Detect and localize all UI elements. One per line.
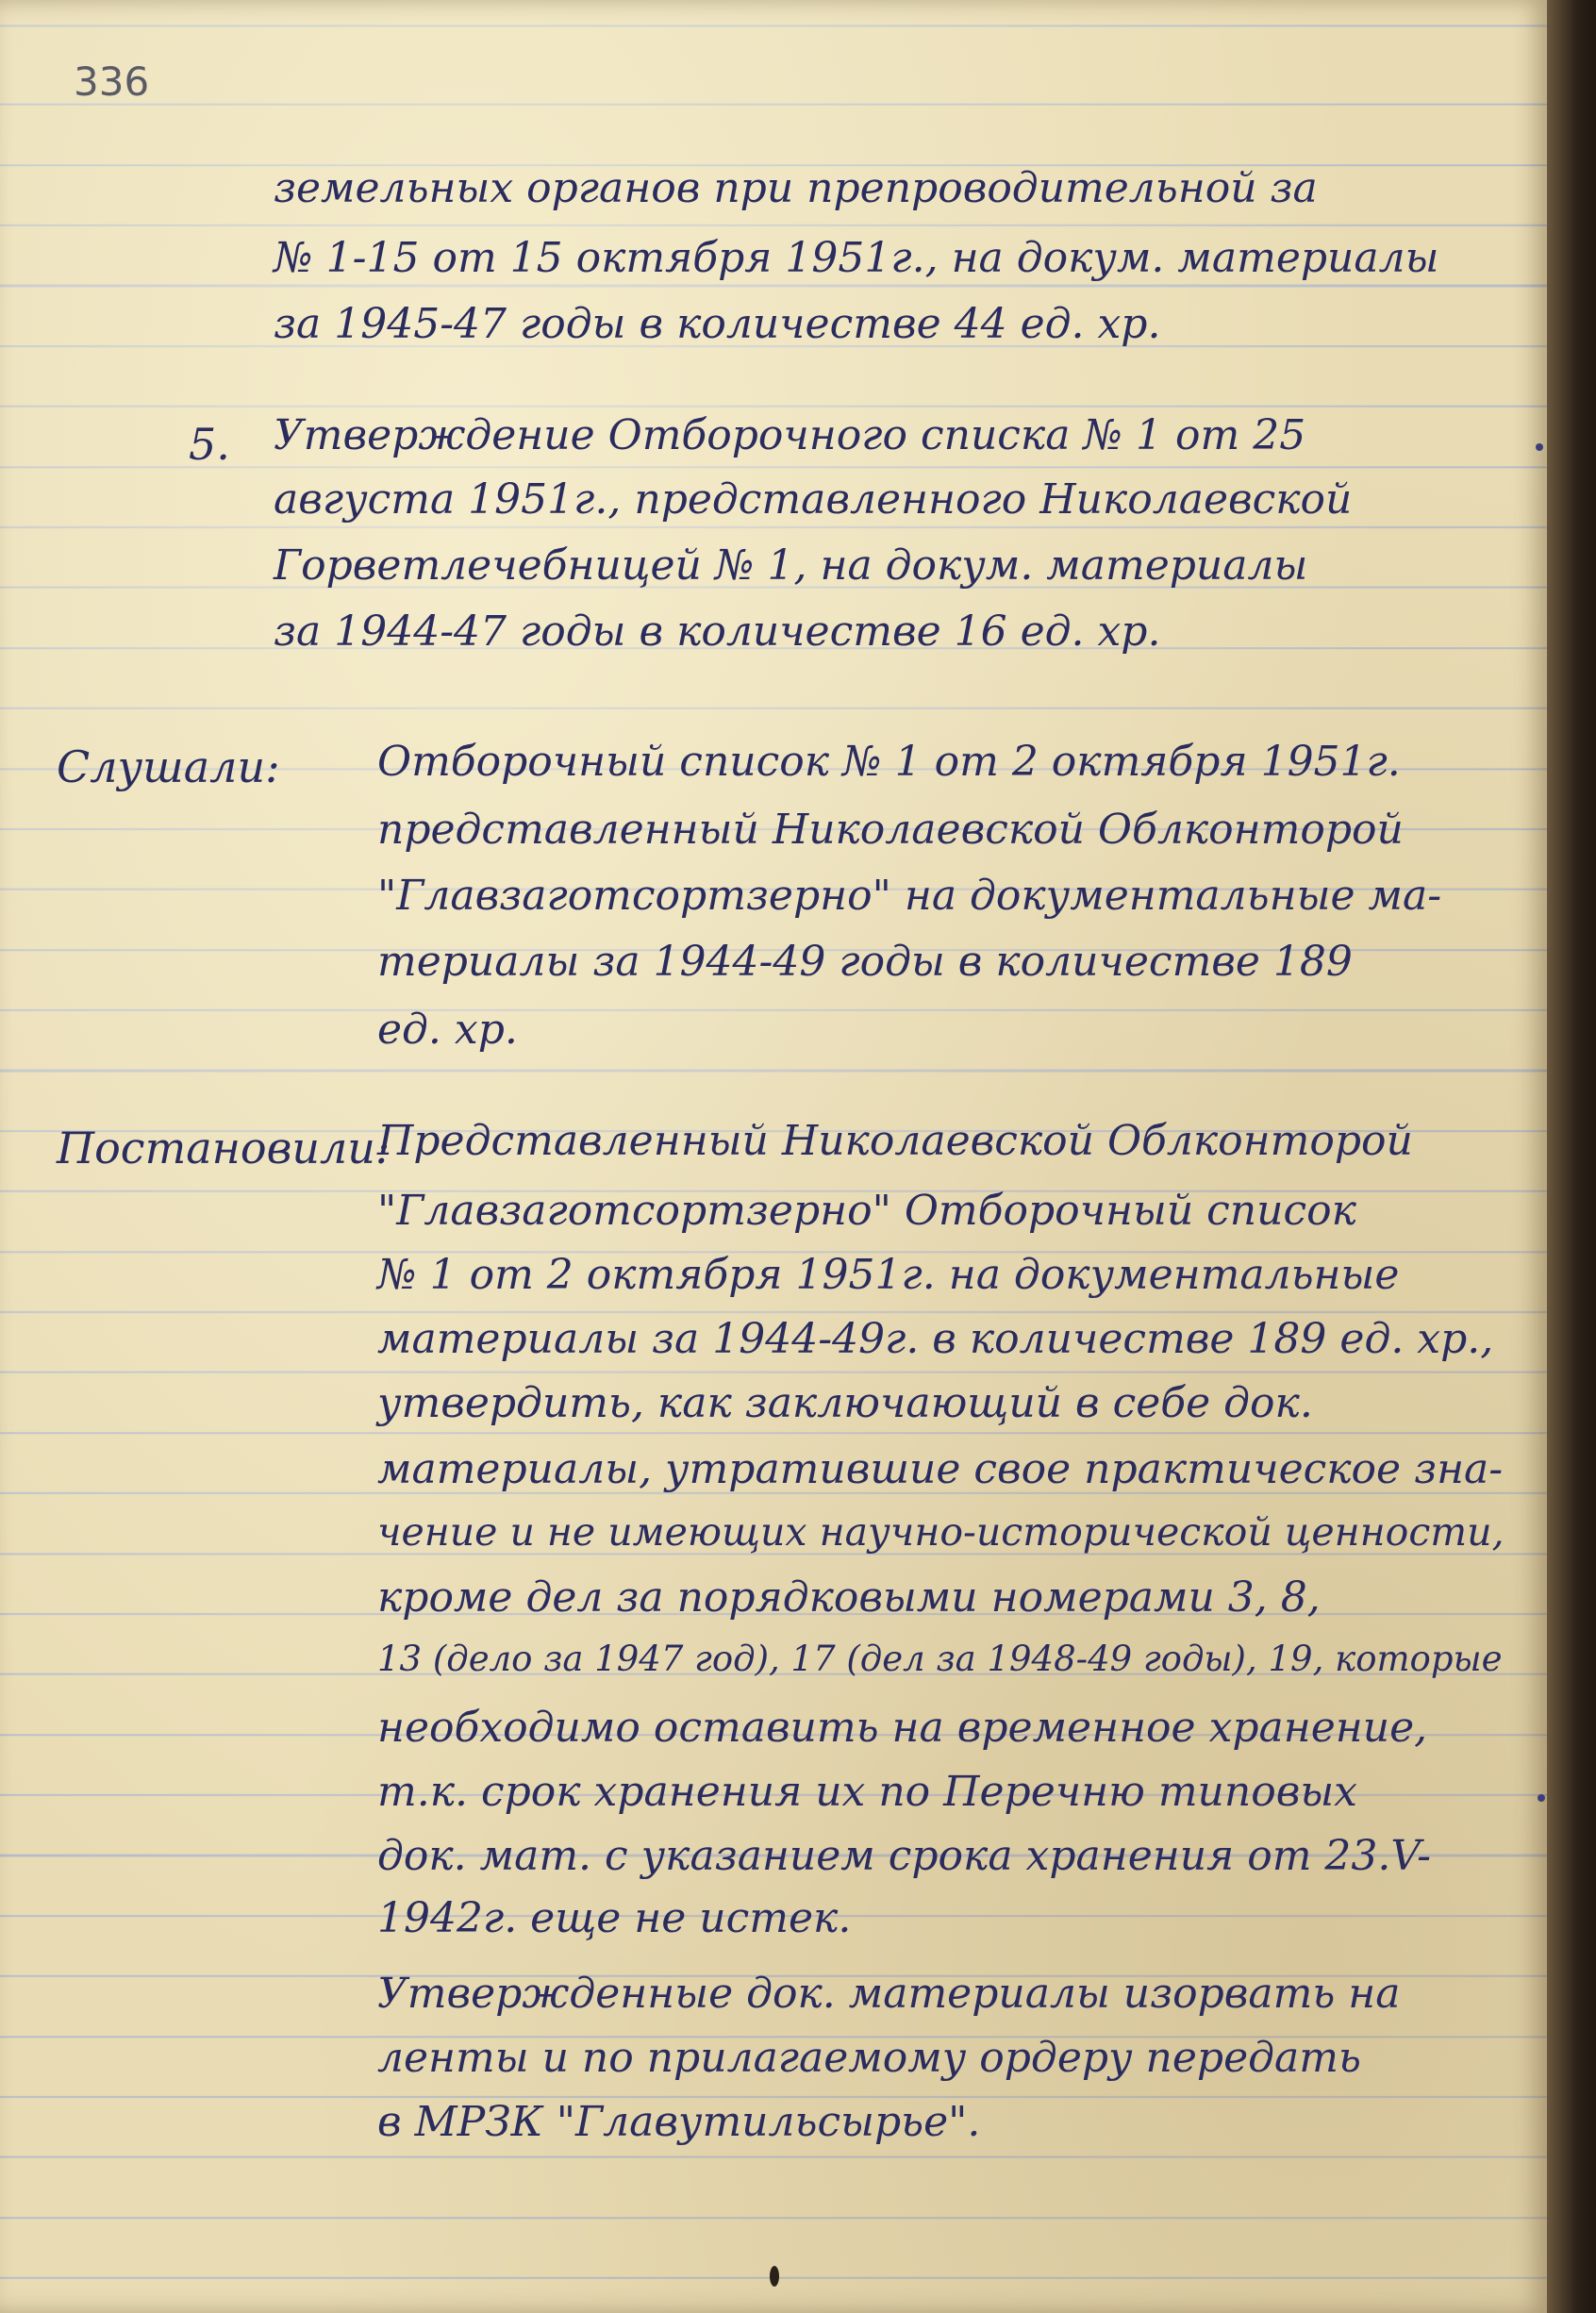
text-line: за 1944-47 годы в количестве 16 ед. хр.	[274, 607, 1161, 656]
text-line: териалы за 1944-49 годы в количестве 189	[377, 938, 1353, 986]
notebook-spine	[1547, 0, 1596, 2313]
resolved-label: Постановили:	[57, 1123, 391, 1173]
text-line: 1942г. еще не истек.	[377, 1894, 852, 1942]
text-line: т.к. срок хранения их по Перечню типовых	[377, 1768, 1357, 1816]
text-line: № 1-15 от 15 октября 1951г., на докум. материалы	[274, 234, 1439, 282]
text-line: Горветлечебницей № 1, на докум. материалы	[274, 541, 1308, 590]
text-line: Отборочный список № 1 от 2 октября 1951г.	[377, 738, 1401, 786]
text-line: кроме дел за порядковыми номерами 3, 8,	[377, 1573, 1321, 1622]
text-line: за 1945-47 годы в количестве 44 ед. хр.	[274, 300, 1161, 348]
text-line: необходимо оставить на временное хранение,	[377, 1704, 1428, 1752]
text-line: в МРЗК "Главутильсырье".	[377, 2098, 981, 2146]
text-line: представленный Николаевской Облконторой	[377, 806, 1404, 854]
text-line: № 1 от 2 октября 1951г. на документальные	[377, 1251, 1400, 1299]
text-line: "Главзаготсортзерно" на документальные ма-	[377, 872, 1442, 920]
binding-hole	[770, 2266, 779, 2287]
text-line: Представленный Николаевской Облконторой	[377, 1117, 1413, 1165]
text-line: утвердить, как заключающий в себе док.	[377, 1379, 1313, 1427]
text-line: чение и не имеющих научно-исторической ценности,	[377, 1509, 1505, 1555]
page-number: 336	[74, 58, 150, 105]
text-line: материалы, утратившие свое практическое зна-	[377, 1445, 1504, 1493]
text-line: земельных органов при препроводительной за	[274, 164, 1318, 212]
text-line: материалы за 1944-49г. в количестве 189 ед. хр.,	[377, 1315, 1494, 1363]
ink-dot	[1536, 443, 1543, 451]
ink-dot	[1538, 1794, 1545, 1802]
text-line: 13 (дело за 1947 год), 17 (дел за 1948-49 годы), 19, которые	[377, 1639, 1503, 1679]
text-line: "Главзаготсортзерно" Отборочный список	[377, 1187, 1356, 1235]
text-line: док. мат. с указанием срока хранения от 23.V-	[377, 1832, 1431, 1880]
text-line: Утверждение Отборочного списка № 1 от 25	[274, 411, 1306, 459]
text-line: Утвержденные док. материалы изорвать на	[377, 1970, 1401, 2018]
heard-label: Слушали:	[57, 741, 280, 792]
text-line: ленты и по прилагаемому ордеру передать	[377, 2034, 1361, 2082]
text-line: августа 1951г., представленного Николаевской	[274, 475, 1353, 524]
text-line: ед. хр.	[377, 1006, 518, 1054]
item-number: 5.	[189, 419, 230, 470]
